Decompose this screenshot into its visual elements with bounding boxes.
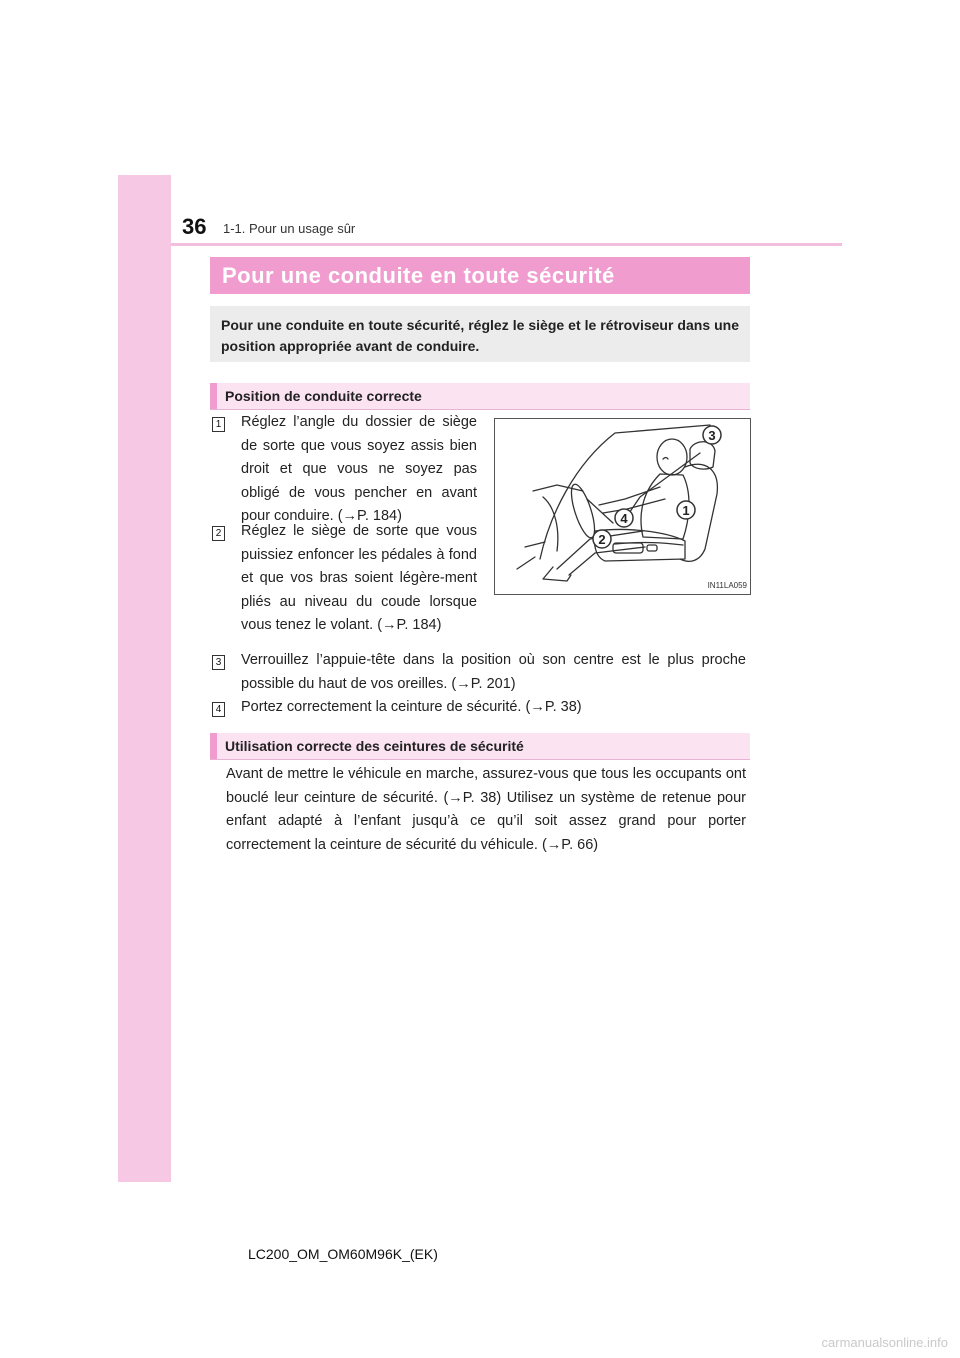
seat-diagram bbox=[495, 419, 750, 594]
step-number-3: 3 bbox=[212, 655, 225, 670]
callout-1: 1 bbox=[682, 503, 690, 518]
illustration-code: IN11LA059 bbox=[707, 581, 747, 590]
seat-belt-paragraph: Avant de mettre le véhicule en marche, assurez-vous que tous les occupants ont bouclé leur ceinture de sécurité. (→P. 38) Utilisez un système de retenue pour enfant adapté à l’enfant jusqu’à ce qu’il soit assez grand pour porter correctement la ceinture de sécurité du véhicule. (→P. 66) bbox=[226, 766, 746, 853]
section-heading-seat-belts bbox=[210, 733, 750, 760]
section-reference: 1-1. Pour un usage sûr bbox=[223, 221, 356, 236]
section-heading-text: Position de conduite correcte bbox=[225, 388, 422, 404]
step-number-2: 2 bbox=[212, 526, 225, 541]
header-divider bbox=[171, 243, 842, 246]
side-tab-strip bbox=[118, 175, 171, 1182]
title-bar bbox=[210, 257, 750, 294]
intro-text: Pour une conduite en toute sécurité, réglez le siège et le rétroviseur dans une position appropriée avant de conduire. bbox=[221, 317, 739, 354]
page-number: 36 bbox=[182, 214, 207, 239]
intro-box bbox=[210, 306, 750, 362]
step-text-1: Réglez l’angle du dossier de siège de sorte que vous soyez assis bien droit et que vous ne soyez pas obligé de vous pencher en avant pour conduire. (→P. 184) bbox=[241, 414, 477, 524]
callout-4: 4 bbox=[620, 511, 628, 526]
callout-2: 2 bbox=[598, 532, 606, 547]
driving-position-illustration bbox=[494, 418, 751, 595]
step-number-4: 4 bbox=[212, 702, 225, 717]
watermark: carmanualsonline.info bbox=[821, 1335, 948, 1350]
section-heading-driving-position bbox=[210, 383, 750, 410]
step-text-4: Portez correctement la ceinture de sécurité. (→P. 38) bbox=[241, 699, 582, 715]
step-text-3: Verrouillez l’appuie-tête dans la position où son centre est le plus proche possible du haut de vos oreilles. (→P. 201) bbox=[241, 652, 746, 692]
step-text-2: Réglez le siège de sorte que vous puissiez enfoncer les pédales à fond et que vos bras soient légère-ment pliés au niveau du coude lorsque vous tenez le volant. (→P. 184) bbox=[241, 523, 477, 633]
callout-3: 3 bbox=[708, 428, 716, 443]
document-code-footer: LC200_OM_OM60M96K_(EK) bbox=[248, 1246, 438, 1262]
section-heading-text: Utilisation correcte des ceintures de sécurité bbox=[225, 738, 524, 754]
step-number-1: 1 bbox=[212, 417, 225, 432]
page-title: Pour une conduite en toute sécurité bbox=[222, 263, 615, 288]
